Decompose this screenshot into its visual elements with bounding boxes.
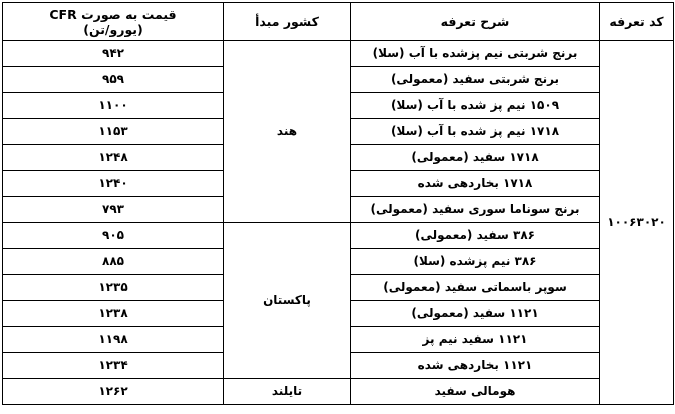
header-description: شرح تعرفه bbox=[351, 3, 600, 41]
header-tariff-code: کد تعرفه bbox=[600, 3, 674, 41]
description-cell: ۳۸۶ سفید (معمولی) bbox=[351, 223, 600, 249]
price-cell: ۱۲۶۲ bbox=[3, 379, 224, 405]
price-cell: ۱۱۹۸ bbox=[3, 327, 224, 353]
description-cell: برنج سوناما سوری سفید (معمولی) bbox=[351, 197, 600, 223]
header-price-line2: (یورو/تن) bbox=[83, 21, 143, 37]
price-cell: ۷۹۳ bbox=[3, 197, 224, 223]
description-cell: برنج شربتی سفید (معمولی) bbox=[351, 67, 600, 93]
table-row bbox=[3, 41, 674, 67]
price-cell: ۱۲۳۵ bbox=[3, 275, 224, 301]
description-cell: ۱۵۰۹ نیم پز شده با آب (سلا) bbox=[351, 93, 600, 119]
origin-country-cell: تایلند bbox=[224, 379, 351, 405]
description-cell: ۳۸۶ نیم پزشده (سلا) bbox=[351, 249, 600, 275]
origin-country-cell: پاکستان bbox=[224, 223, 351, 379]
description-cell: ۱۱۲۱ سفید (معمولی) bbox=[351, 301, 600, 327]
header-origin-country: کشور مبدأ bbox=[224, 3, 351, 41]
price-cell: ۱۲۴۸ bbox=[3, 145, 224, 171]
description-cell: ۱۱۲۱ بخاردهی شده bbox=[351, 353, 600, 379]
description-cell: ۱۷۱۸ سفید (معمولی) bbox=[351, 145, 600, 171]
table-row bbox=[3, 379, 674, 405]
price-cell: ۱۲۴۰ bbox=[3, 171, 224, 197]
price-cell: ۱۱۵۳ bbox=[3, 119, 224, 145]
price-cell: ۱۲۳۴ bbox=[3, 353, 224, 379]
description-cell: هومالی سفید bbox=[351, 379, 600, 405]
price-cell: ۱۲۳۸ bbox=[3, 301, 224, 327]
description-cell: سوپر باسماتی سفید (معمولی) bbox=[351, 275, 600, 301]
rice-tariff-table bbox=[2, 2, 674, 405]
header-row bbox=[3, 3, 674, 41]
description-cell: ۱۷۱۸ بخاردهی شده bbox=[351, 171, 600, 197]
origin-country-cell: هند bbox=[224, 41, 351, 223]
price-cell: ۹۵۹ bbox=[3, 67, 224, 93]
price-cell: ۱۱۰۰ bbox=[3, 93, 224, 119]
table-body bbox=[3, 41, 674, 405]
description-cell: ۱۱۲۱ سفید نیم پز bbox=[351, 327, 600, 353]
header-price bbox=[3, 3, 224, 41]
price-cell: ۹۰۵ bbox=[3, 223, 224, 249]
price-cell: ۹۴۲ bbox=[3, 41, 224, 67]
tariff-code-cell: ۱۰۰۶۳۰۲۰ bbox=[600, 41, 674, 405]
description-cell: ۱۷۱۸ نیم پز شده با آب (سلا) bbox=[351, 119, 600, 145]
price-cell: ۸۸۵ bbox=[3, 249, 224, 275]
description-cell: برنج شربتی نیم پزشده با آب (سلا) bbox=[351, 41, 600, 67]
table-row bbox=[3, 223, 674, 249]
header-price-line1: قیمت به صورت CFR bbox=[49, 6, 177, 22]
